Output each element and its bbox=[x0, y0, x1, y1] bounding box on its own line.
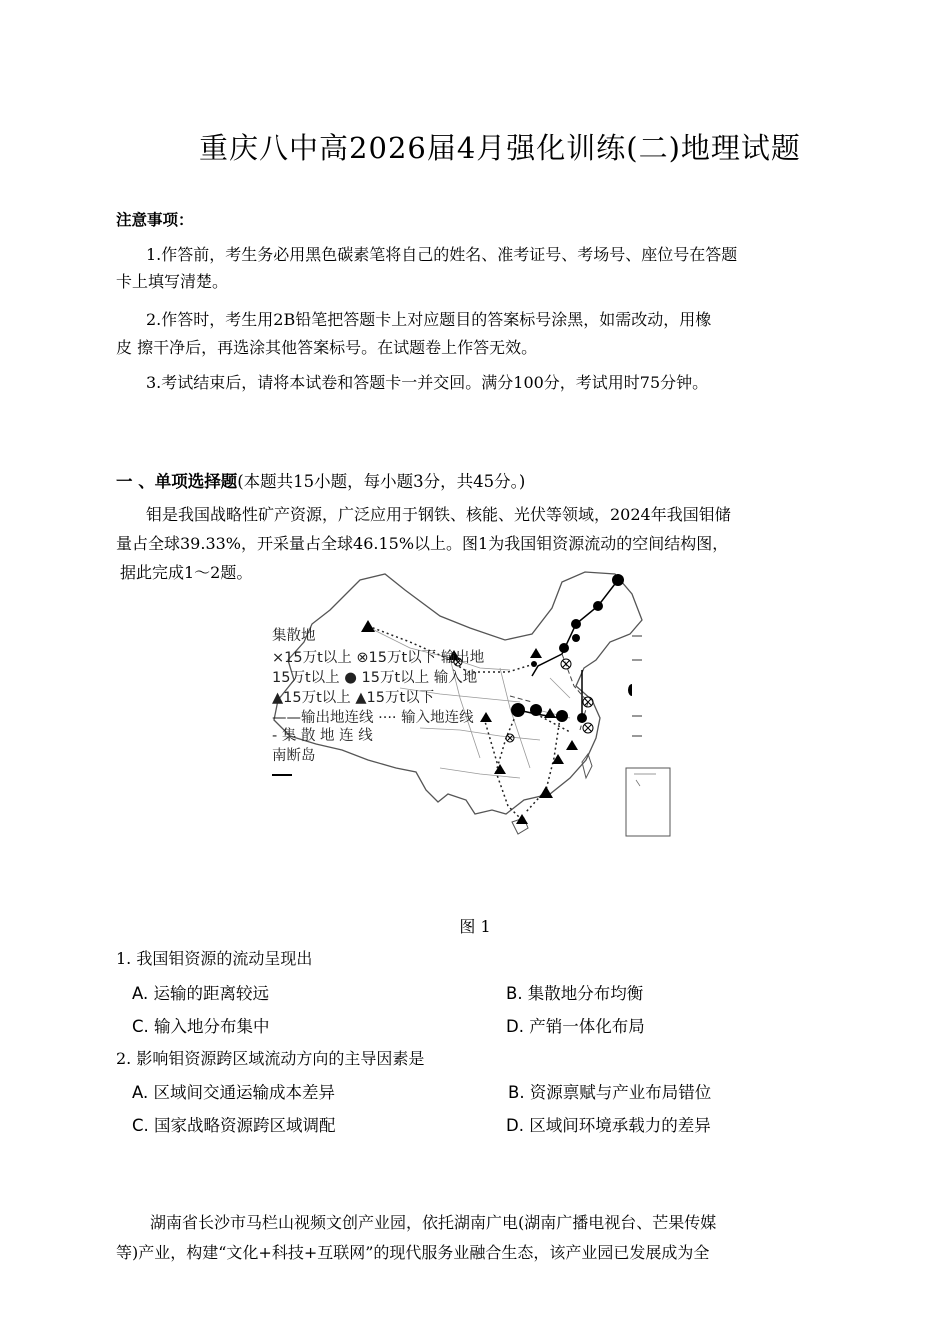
output-site-marker bbox=[511, 703, 525, 717]
hub-connection-lines bbox=[510, 654, 588, 730]
passage1-line-1: 钼是我国战略性矿产资源，广泛应用于钢铁、核能、光伏等领域，2024年我国钼储 bbox=[146, 505, 731, 524]
legend-row-4: ——输出地连线 ···· 输入地连线 bbox=[272, 710, 474, 726]
output-site-marker bbox=[577, 713, 587, 723]
legend-row-1: ×15万t以上 ⊗15万t以下 输出地 bbox=[272, 650, 485, 666]
output-site-marker bbox=[556, 710, 568, 722]
notice-item-2-line-1: 2.作答时，考生用2B铅笔把答题卡上对应题目的答案标号涂黑，如需改动，用橡 bbox=[146, 310, 712, 329]
question-1-option-b[interactable]: B. 集散地分布均衡 bbox=[506, 984, 644, 1003]
legend-row-6: 南断岛 bbox=[272, 748, 316, 764]
legend-row-5: - 集 散 地 连 线 bbox=[272, 728, 373, 744]
question-1-stem: 1. 我国钼资源的流动呈现出 bbox=[116, 949, 313, 968]
notice-item-1-line-2: 卡上填写清楚。 bbox=[116, 272, 229, 291]
question-2-option-c[interactable]: C. 国家战略资源跨区域调配 bbox=[132, 1116, 336, 1135]
notice-item-3: 3.考试结束后，请将本试卷和答题卡一并交回。满分100分，考试用时75分钟。 bbox=[146, 373, 709, 392]
question-1-option-a[interactable]: A. 运输的距离较远 bbox=[132, 984, 269, 1003]
output-site-marker bbox=[530, 704, 542, 716]
question-2-option-d[interactable]: D. 区域间环境承载力的差异 bbox=[506, 1116, 711, 1135]
section-detail: (本题共15小题，每小题3分，共45分。) bbox=[237, 472, 526, 491]
question-1-option-d[interactable]: D. 产销一体化布局 bbox=[506, 1017, 645, 1036]
legend-row-3: ▲15万t以上 ▲15万t以下 bbox=[272, 690, 435, 706]
output-site-marker bbox=[593, 601, 603, 611]
output-site-marker bbox=[531, 661, 537, 667]
output-site-marker bbox=[571, 619, 581, 629]
passage2-line-1: 湖南省长沙市马栏山视频文创产业园，依托湖南广电(湖南广播电视台、芒果传媒 bbox=[150, 1213, 717, 1232]
passage2-line-2: 等)产业，构建“文化+科技+互联网”的现代服务业融合生态，该产业园已发展成为全 bbox=[116, 1243, 710, 1262]
molybdenum-flow-map bbox=[270, 568, 690, 850]
notice-item-1-line-1: 1.作答前，考生务必用黑色碳素笔将自己的姓名、准考证号、考场号、座位号在答题 bbox=[146, 245, 738, 264]
legend-heading: 集散地 bbox=[272, 628, 316, 644]
question-2-stem: 2. 影响钼资源跨区域流动方向的主导因素是 bbox=[116, 1049, 425, 1068]
output-site-marker bbox=[559, 643, 569, 653]
question-1-option-c[interactable]: C. 输入地分布集中 bbox=[132, 1017, 270, 1036]
output-site-marker bbox=[612, 574, 624, 586]
output-site-marker bbox=[572, 634, 580, 642]
passage1-line-3: 据此完成1～2题。 bbox=[120, 563, 253, 582]
section-label: 一 、单项选择题 bbox=[116, 472, 238, 491]
page-title: 重庆八中高2026届4月强化训练(二)地理试题 bbox=[199, 131, 801, 165]
notice-heading: 注意事项： bbox=[116, 210, 194, 229]
figure-caption: 图 1 bbox=[459, 917, 491, 936]
section-heading bbox=[116, 468, 525, 492]
legend-row-2: 15万t以上 ● 15万t以上 输入地 bbox=[272, 670, 478, 686]
notice-item-2-line-2: 皮 擦干净后，再选涂其他答案标号。在试题卷上作答无效。 bbox=[116, 338, 538, 357]
south-china-sea-inset bbox=[626, 768, 670, 836]
question-2-option-a[interactable]: A. 区域间交通运输成本差异 bbox=[132, 1083, 335, 1102]
passage1-line-2: 量占全球39.33%，开采量占全球46.15%以上。图1为我国钼资源流动的空间结构图， bbox=[116, 534, 729, 553]
question-2-option-b[interactable]: B. 资源禀赋与产业布局错位 bbox=[508, 1083, 712, 1102]
legend-scale-bar bbox=[272, 774, 292, 776]
